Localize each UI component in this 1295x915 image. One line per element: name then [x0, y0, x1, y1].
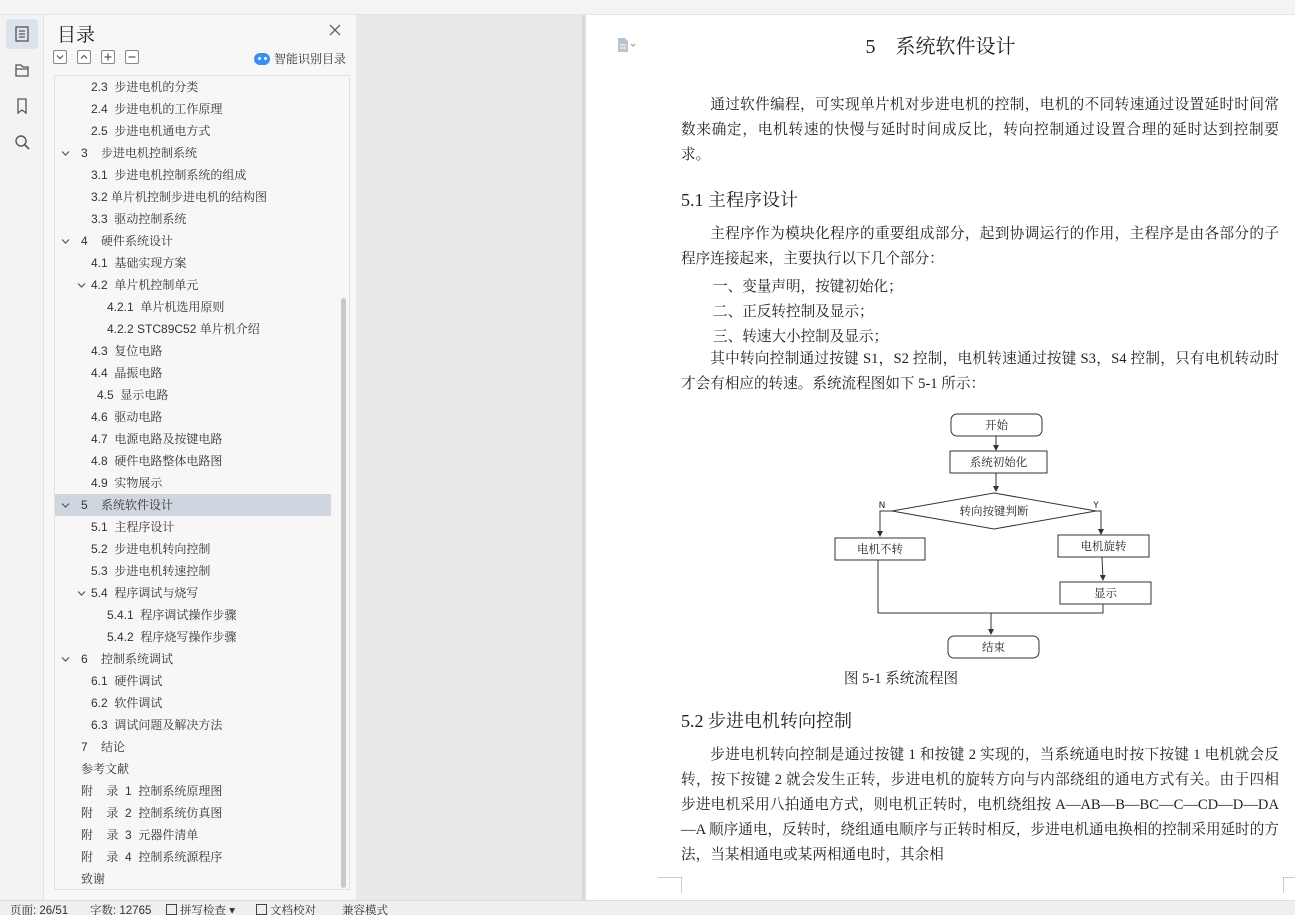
toc-list: [54, 75, 350, 890]
page-corner-mark-right: [1283, 877, 1295, 893]
spell-check-label: 拼写检查: [180, 905, 226, 915]
intro-paragraph: 通过软件编程，可实现单片机对步进电机的控制，电机的不同转速通过设置延时时间常数来确定，电机转速的快慢与延时时间成反比，转向控制通过设置合理的延时达到控制要求。: [681, 97, 1279, 163]
toc-item-label: 4.3 复位电路: [91, 344, 163, 358]
toc-item-label: 5.2 步进电机转向控制: [91, 542, 211, 556]
toc-item-label: 5.4 程序调试与烧写: [91, 586, 199, 600]
toc-item[interactable]: [55, 868, 331, 890]
toc-item-label: 6.1 硬件调试: [91, 674, 163, 688]
toc-item-label: 5.4.2 程序烧写操作步骤: [107, 630, 237, 644]
status-bar: [0, 900, 1295, 915]
word-count[interactable]: 字数: 12765: [90, 905, 152, 915]
toc-rail-button[interactable]: [6, 19, 38, 49]
figure-caption: 图 5-1 系统流程图: [843, 671, 959, 687]
toc-item[interactable]: [55, 76, 331, 98]
toc-item-label: 附 录 3 元器件清单: [81, 828, 199, 842]
search-rail-button[interactable]: [6, 127, 38, 157]
chevron-down-icon[interactable]: [61, 655, 70, 664]
flow-start: 开始: [985, 418, 1008, 432]
collapse-all-button[interactable]: [77, 50, 91, 64]
toc-scrollbar[interactable]: [341, 298, 346, 888]
top-ruler: [0, 0, 1295, 15]
expand-all-button[interactable]: [53, 50, 67, 64]
smart-toc-button[interactable]: [254, 50, 346, 67]
close-icon[interactable]: [328, 23, 342, 37]
toc-item-label: 6 控制系统调试: [81, 652, 174, 666]
chevron-down-icon[interactable]: [61, 501, 70, 510]
flow-end: 结束: [982, 640, 1005, 654]
smart-toc-label: 智能识别目录: [274, 52, 347, 66]
toc-item[interactable]: [55, 582, 331, 604]
toc-item-label: 7 结论: [81, 740, 126, 754]
toc-item-label: 4 硬件系统设计: [81, 234, 174, 248]
proofread-label: 文档校对: [270, 905, 316, 915]
toc-item[interactable]: [55, 120, 331, 142]
toc-item[interactable]: [55, 230, 331, 252]
page-corner-mark-left: [658, 877, 682, 893]
chevron-down-icon[interactable]: [77, 589, 86, 598]
flow-init: 系统初始化: [969, 455, 1028, 469]
toc-item-label: 附 录 1 控制系统原理图: [81, 784, 223, 798]
toc-item[interactable]: [55, 758, 331, 780]
toc-item[interactable]: [55, 450, 331, 472]
toc-item-label: 6.3 调试问题及解决方法: [91, 718, 223, 732]
toc-item[interactable]: [55, 780, 331, 802]
toc-item-label: 5.3 步进电机转速控制: [91, 564, 211, 578]
toc-item-label: 3.3 驱动控制系统: [91, 212, 187, 226]
chevron-down-icon[interactable]: [61, 149, 70, 158]
toc-item[interactable]: [55, 604, 331, 626]
bookmark-icon: [13, 97, 31, 115]
toc-item-label: 4.4 晶振电路: [91, 366, 163, 380]
flow-rotate: 电机旋转: [1080, 539, 1127, 553]
toc-item[interactable]: [55, 802, 331, 824]
toc-item[interactable]: [55, 648, 331, 670]
toc-item-label: 6.2 软件调试: [91, 696, 163, 710]
toc-item-label: 4.2 单片机控制单元: [91, 278, 199, 292]
toc-item[interactable]: [55, 208, 331, 230]
toc-list-icon: [13, 25, 31, 43]
toc-item[interactable]: [55, 142, 331, 164]
toc-item-label: 2.5 步进电机通电方式: [91, 124, 211, 138]
toc-toolbar: [53, 50, 139, 64]
list-item-1: 一、变量声明，按键初始化；: [713, 279, 903, 295]
navigation-rail-button[interactable]: [6, 55, 38, 85]
system-flowchart: [831, 412, 1161, 662]
toc-item-label: 2.4 步进电机的工作原理: [91, 102, 223, 116]
toc-panel: [44, 15, 356, 900]
toc-item-label: 3.2 单片机控制步进电机的结构图: [91, 190, 268, 204]
toc-item[interactable]: [55, 846, 331, 868]
chevron-down-icon: [55, 52, 65, 62]
toc-item-label: 4.2.1 单片机选用原则: [107, 300, 225, 314]
toc-item[interactable]: [55, 340, 331, 362]
flow-yes-label: Y: [1093, 501, 1099, 511]
toc-item[interactable]: [55, 186, 331, 208]
flow-display: 显示: [1094, 586, 1117, 600]
toc-item[interactable]: [55, 626, 331, 648]
remove-level-button[interactable]: [125, 50, 139, 64]
plus-icon: [103, 52, 113, 62]
toc-item-label: 5.4.1 程序调试操作步骤: [107, 608, 237, 622]
section-5-2-paragraph: 步进电机转向控制是通过按键 1 和按键 2 实现的，当系统通电时按下按键 1 电机就会反转，按下按键 2 就会发生正转，步进电机的旋转方向与内部绕组的通电方式有关。由于四相步进电机采用八拍通电方式，则电机正转时，电机绕组按 A—AB—B—BC—C—CD—D—DA—A 顺序通电，反转时，绕组通电顺序与正转时相反，步进电机通电换相的控制采用延时的方法，当某相通电或某两相通电时，其余相: [681, 747, 1279, 863]
toc-item-label: 附 录 2 控制系统仿真图: [81, 806, 223, 820]
list-item-2: 二、正反转控制及显示；: [713, 304, 874, 320]
toc-item[interactable]: [55, 472, 331, 494]
bookmark-rail-button[interactable]: [6, 91, 38, 121]
toc-item[interactable]: [55, 538, 331, 560]
section-5-1-paragraph: 主程序作为模块化程序的重要组成部分，起到协调运行的作用，主程序是由各部分的子程序连接起来，主要执行以下几个部分：: [681, 226, 1279, 267]
toc-item[interactable]: [55, 384, 331, 406]
toc-item-label: 3 步进电机控制系统: [81, 146, 198, 160]
toc-item-label: 4.1 基础实现方案: [91, 256, 187, 270]
chevron-up-icon: [79, 52, 89, 62]
toc-item[interactable]: [55, 516, 331, 538]
toc-item-label: 2.3 步进电机的分类: [91, 80, 199, 94]
toc-item[interactable]: [55, 560, 331, 582]
search-icon: [13, 133, 31, 151]
flow-decision: 转向按键判断: [959, 504, 1029, 518]
toc-item-label: 4.8 硬件电路整体电路图: [91, 454, 223, 468]
toc-item-label: 参考文献: [81, 762, 130, 776]
toc-item[interactable]: [55, 494, 331, 516]
toc-item[interactable]: [55, 824, 331, 846]
toc-item-label: 致谢: [81, 872, 106, 886]
list-item-3: 三、转速大小控制及显示；: [713, 329, 889, 345]
document-page[interactable]: [586, 15, 1295, 900]
spell-check-toggle[interactable]: 拼写检查 ▾: [166, 902, 235, 915]
toc-item[interactable]: [55, 164, 331, 186]
folder-tree-icon: [13, 61, 31, 79]
chevron-down-icon[interactable]: [77, 281, 86, 290]
document-area: [356, 15, 1295, 900]
toc-item[interactable]: [55, 406, 331, 428]
toc-item[interactable]: [55, 274, 331, 296]
chapter-heading: 5 系统软件设计: [865, 36, 1016, 58]
chevron-down-icon[interactable]: [61, 237, 70, 246]
smart-assistant-icon: [254, 53, 270, 65]
proof-icon: [256, 904, 267, 915]
page-counter[interactable]: 页面: 26/51: [10, 905, 69, 915]
toc-item[interactable]: [55, 252, 331, 274]
toc-item[interactable]: [55, 670, 331, 692]
add-level-button[interactable]: [101, 50, 115, 64]
proofread-button[interactable]: [256, 902, 316, 915]
toc-item-label: 4.9 实物展示: [91, 476, 163, 490]
section-5-1-paragraph-2: 其中转向控制通过按键 S1，S2 控制，电机转速通过按键 S3，S4 控制，只有电机转动时才会有相应的转速。系统流程图如下 5-1 所示：: [681, 351, 1279, 392]
toc-item[interactable]: [55, 736, 331, 758]
toc-item-label: 4.7 电源电路及按键电路: [91, 432, 223, 446]
toc-item[interactable]: [55, 714, 331, 736]
checkbox-icon: [166, 904, 177, 915]
toc-item-label: 附 录 4 控制系统源程序: [81, 850, 223, 864]
flow-no-label: N: [878, 501, 886, 511]
side-rail: [0, 15, 44, 900]
toc-item[interactable]: [55, 428, 331, 450]
toc-item-label: 4.2.2 STC89C52 单片机介绍: [107, 322, 260, 336]
toc-title: 目录: [57, 25, 96, 46]
toc-item[interactable]: [55, 692, 331, 714]
toc-item-label: 4.5 显示电路: [97, 388, 169, 402]
toc-item[interactable]: [55, 98, 331, 120]
compat-mode: 兼容模式: [342, 905, 388, 915]
section-5-1-heading: 5.1 主程序设计: [681, 190, 798, 210]
toc-item[interactable]: [55, 318, 331, 340]
toc-item-label: 3.1 步进电机控制系统的组成: [91, 168, 247, 182]
minus-icon: [127, 52, 137, 62]
section-5-2-heading: 5.2 步进电机转向控制: [681, 711, 852, 731]
flow-stop: 电机不转: [857, 542, 903, 556]
toc-item[interactable]: [55, 362, 331, 384]
toc-item-label: 5.1 主程序设计: [91, 520, 175, 534]
toc-item-label: 4.6 驱动电路: [91, 410, 163, 424]
toc-item-label: 5 系统软件设计: [81, 498, 174, 512]
toc-item[interactable]: [55, 296, 331, 318]
